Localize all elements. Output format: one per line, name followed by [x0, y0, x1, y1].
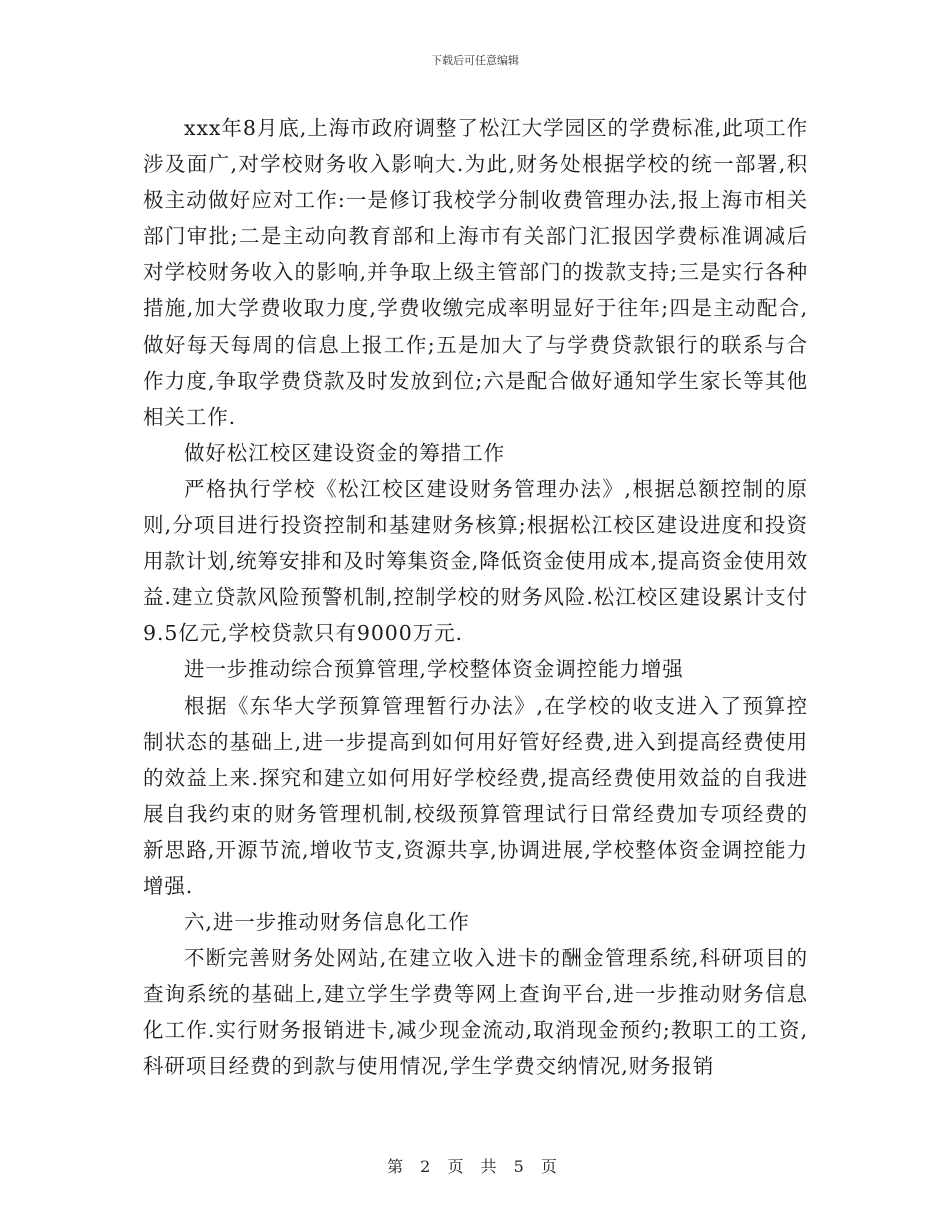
page-header-note: 下载后可任意编辑: [431, 54, 519, 67]
page-number-footer: 第 2 页 共 5 页: [387, 1157, 563, 1176]
section-heading-informatization: 六,进一步推动财务信息化工作: [184, 910, 470, 935]
section-heading-budget-management: 进一步推动综合预算管理,学校整体资金调控能力增强: [184, 657, 684, 682]
paragraph-informatization: 不断完善财务处网站,在建立收入进卡的酬金管理系统,科研项目的查询系统的基础上,建立学生学费等网上查询平台,进一步推动财务信息化工作.实行财务报销进卡,减少现金流动,取消现金预约;教职工的工资,科研项目经费的到款与使用情况,学生学费交纳情况,财务报销: [143, 946, 808, 1079]
document-body: [143, 110, 808, 1085]
paragraph-tuition-adjustment: xxx年8月底,上海市政府调整了松江大学园区的学费标准,此项工作涉及面广,对学校财务收入影响大.为此,财务处根据学校的统一部署,积极主动做好应对工作:一是修订我校学分制收费管理办法,报上海市相关部门审批;二是主动向教育部和上海市有关部门汇报因学费标准调减后对学校财务收入的影响,并争取上级主管部门的拨款支持;三是实行各种措施,加大学费收取力度,学费收缴完成率明显好于往年;四是主动配合,做好每天每周的信息上报工作;五是加大了与学费贷款银行的联系与合作力度,争取学费贷款及时发放到位;六是配合做好通知学生家长等其他相关工作.: [143, 116, 808, 429]
section-heading-songjiang-funding: 做好松江校区建设资金的筹措工作: [184, 440, 505, 465]
paragraph-budget-management: 根据《东华大学预算管理暂行办法》,在学校的收支进入了预算控制状态的基础上,进一步提高到如何用好管好经费,进入到提高经费使用的效益上来.探究和建立如何用好学校经费,提高经费使用效益的自我进展自我约束的财务管理机制,校级预算管理试行日常经费加专项经费的新思路,开源节流,增收节支,资源共享,协调进展,学校整体资金调控能力增强.: [143, 693, 808, 898]
paragraph-songjiang-funding: 严格执行学校《松江校区建设财务管理办法》,根据总额控制的原则,分项目进行投资控制和基建财务核算;根据松江校区建设进度和投资用款计划,统筹安排和及时筹集资金,降低资金使用成本,提高资金使用效益.建立贷款风险预警机制,控制学校的财务风险.松江校区建设累计支付9.5亿元,学校贷款只有9000万元.: [143, 476, 808, 646]
